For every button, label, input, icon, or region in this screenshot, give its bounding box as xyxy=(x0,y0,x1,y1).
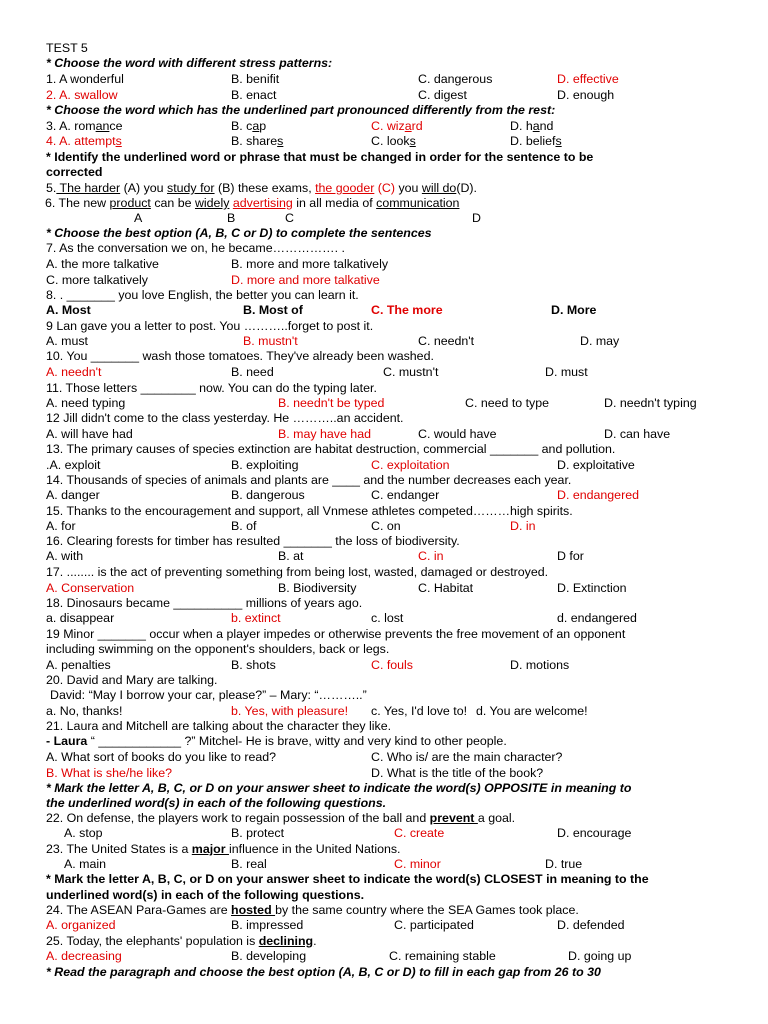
q22-option-c: C. create xyxy=(394,826,445,840)
q20-option-a: a. No, thanks! xyxy=(46,704,123,718)
q5-sentence xyxy=(46,181,477,196)
text: 22. On defense, the players work to regain possession of the ball and xyxy=(46,811,430,825)
q20-question: 20. David and Mary are talking. xyxy=(46,673,218,687)
q1-option-b: B. benifit xyxy=(231,72,280,86)
q4-option-d xyxy=(510,134,562,149)
q6-letter-d: D xyxy=(472,211,481,225)
underlined-part: product xyxy=(109,196,151,210)
underlined-part: study for xyxy=(167,181,215,195)
option-text: A. Most xyxy=(46,303,91,317)
text: D. h xyxy=(510,119,533,133)
q25-option-b: B. developing xyxy=(231,949,307,963)
q1-option-d: D. effective xyxy=(557,72,619,86)
q11-option-d: D. needn't typing xyxy=(604,396,697,410)
q14-option-c: C. endanger xyxy=(371,488,440,502)
q18-option-b: b. extinct xyxy=(231,611,281,625)
q10-option-a: A. needn't xyxy=(46,365,102,379)
q21-option-a: A. What sort of books do you like to read? xyxy=(46,750,277,764)
section-heading-cont: underlined word(s) in each of the following questions. xyxy=(46,888,365,902)
q22-option-d: D. encourage xyxy=(557,826,632,840)
text: nd xyxy=(539,119,554,133)
q15-question: 15. Thanks to the encouragement and support, all Vnmese athletes competed………high spirits. xyxy=(46,504,573,518)
speaker: - Laura xyxy=(46,734,88,748)
q13-option-c: C. exploitation xyxy=(371,458,450,472)
text: a goal. xyxy=(477,811,516,825)
q19-question: 19 Minor _______ occur when a player impedes or otherwise prevents the free movement of an opponent xyxy=(46,627,626,641)
section-heading: * Mark the letter A, B, C, or D on your answer sheet to indicate the word(s) OPPOSITE in meaning to xyxy=(46,781,632,795)
q18-question: 18. Dinosaurs became __________ millions of years ago. xyxy=(46,596,363,610)
q20-dialogue: David: “May I borrow your car, please?” – Mary: “………..” xyxy=(50,688,367,702)
q1-option-c: C. dangerous xyxy=(418,72,493,86)
q23-option-b: B. real xyxy=(231,857,267,871)
q11-option-a: A. need typing xyxy=(46,396,126,410)
text: D. belief xyxy=(510,134,556,148)
q13-option-d: D. exploitative xyxy=(557,458,635,472)
text: by the same country where the SEA Games took place. xyxy=(275,903,579,917)
q22-question xyxy=(46,811,515,826)
q8-option-a xyxy=(46,303,91,318)
section-heading: * Choose the word which has the underlined part pronounced differently from the rest: xyxy=(46,103,556,117)
q23-option-c: C. minor xyxy=(394,857,441,871)
q11-question: 11. Those letters ________ now. You can do the typing later. xyxy=(46,381,377,395)
q24-option-a: A. organized xyxy=(46,918,116,932)
text: 3. A. rom xyxy=(46,119,96,133)
q9-option-c: C. needn't xyxy=(418,334,475,348)
underlined-part: a xyxy=(404,119,412,133)
q15-option-a: A. for xyxy=(46,519,76,533)
q23-option-a: A. main xyxy=(64,857,107,871)
q25-option-a: A. decreasing xyxy=(46,949,122,963)
q10-option-d: D. must xyxy=(545,365,588,379)
q2-option-a xyxy=(46,88,118,103)
q12-question: 12 Jill didn't come to the class yesterday. He ………..an accident. xyxy=(46,411,404,425)
q16-option-a: A. with xyxy=(46,549,84,563)
q21-question: 21. Laura and Mitchell are talking about the character they like. xyxy=(46,719,392,733)
q19-option-d: D. motions xyxy=(510,658,570,672)
section-heading: * Choose the best option (A, B, C or D) to complete the sentences xyxy=(46,226,432,240)
option-text: C. The more xyxy=(371,303,443,317)
q22-option-b: B. protect xyxy=(231,826,285,840)
q17-option-c: C. Habitat xyxy=(418,581,474,595)
section-heading-cont: the underlined word(s) in each of the following questions. xyxy=(46,796,387,810)
q13-question: 13. The primary causes of species extinction are habitat destruction, commercial _______ and pollution. xyxy=(46,442,616,456)
q16-option-c: C. in xyxy=(418,549,444,563)
q2-answer: 2. A. swallow xyxy=(46,88,118,102)
q7-option-b: B. more and more talkatively xyxy=(231,257,389,271)
text: rd xyxy=(411,119,423,133)
q4-option-b xyxy=(231,134,283,149)
q13-option-a: .A. exploit xyxy=(46,458,101,472)
q14-option-a: A. danger xyxy=(46,488,100,502)
text: 24. The ASEAN Para-Games are xyxy=(46,903,232,917)
q19-option-c: C. fouls xyxy=(371,658,414,672)
q13-option-b: B. exploiting xyxy=(231,458,299,472)
q25-option-c: C. remaining stable xyxy=(389,949,496,963)
q9-option-d: D. may xyxy=(580,334,620,348)
text: you xyxy=(395,181,422,195)
q19-option-b: B. shots xyxy=(231,658,276,672)
q10-option-b: B. need xyxy=(231,365,274,379)
q6-letter-b: B xyxy=(227,211,236,225)
underlined-part: widely xyxy=(194,196,230,210)
section-heading: * Mark the letter A, B, C, or D on your answer sheet to indicate the word(s) CLOSEST in meaning to the xyxy=(46,872,649,886)
q3-option-b xyxy=(231,119,266,134)
underlined-word: hosted xyxy=(231,903,276,917)
text: B. c xyxy=(231,119,253,133)
q2-option-d: D. enough xyxy=(557,88,615,102)
q21-dialogue xyxy=(46,734,507,749)
q12-option-a: A. will have had xyxy=(46,427,133,441)
text: (B) these exams, xyxy=(214,181,316,195)
text: ce xyxy=(109,119,123,133)
q16-option-b: B. at xyxy=(278,549,304,563)
underlined-part: communication xyxy=(376,196,460,210)
q18-option-c: c. lost xyxy=(371,611,404,625)
text: “ ____________ ?” Mitchel- He is brave, witty and very kind to other people. xyxy=(87,734,507,748)
text: 4. A. attempt xyxy=(46,134,116,148)
q4-option-a xyxy=(46,134,122,149)
q2-option-c: C. digest xyxy=(418,88,467,102)
q11-option-b: B. needn't be typed xyxy=(278,396,385,410)
q19-question-cont: including swimming on the opponent's shoulders, back or legs. xyxy=(46,642,390,656)
underlined-part: an xyxy=(95,119,110,133)
q18-option-a: a. disappear xyxy=(46,611,115,625)
underlined-part: The harder xyxy=(56,181,121,195)
option-text: B. Most of xyxy=(243,303,303,317)
q15-option-c: C. on xyxy=(371,519,401,533)
q19-option-a: A. penalties xyxy=(46,658,111,672)
answer-underlined-part: advertising xyxy=(232,196,293,210)
q8-option-c xyxy=(371,303,443,318)
q12-option-c: C. would have xyxy=(418,427,497,441)
underlined-part: a xyxy=(532,119,540,133)
q1-option-a: 1. A wonderful xyxy=(46,72,124,86)
section-heading-cont: corrected xyxy=(46,165,103,179)
q12-option-d: D. can have xyxy=(604,427,671,441)
q17-option-b: B. Biodiversity xyxy=(278,581,357,595)
q9-option-b: B. mustn't xyxy=(243,334,298,348)
text: C. look xyxy=(371,134,410,148)
q14-option-d: D. endangered xyxy=(557,488,639,502)
underlined-part: s xyxy=(555,134,562,148)
q25-option-d: D. going up xyxy=(568,949,632,963)
q2-option-b: B. enact xyxy=(231,88,277,102)
underlined-word: major xyxy=(191,842,229,856)
q3-option-d xyxy=(510,119,553,134)
q4-option-c xyxy=(371,134,416,149)
underlined-part: s xyxy=(409,134,416,148)
test-title: TEST 5 xyxy=(46,41,88,55)
q16-option-d: D for xyxy=(557,549,584,563)
q17-option-d: D. Extinction xyxy=(557,581,627,595)
q17-option-a: A. Conservation xyxy=(46,581,135,595)
q7-option-a: A. the more talkative xyxy=(46,257,159,271)
q18-option-d: d. endangered xyxy=(557,611,637,625)
text: (A) you xyxy=(120,181,168,195)
q24-option-c: C. participated xyxy=(394,918,474,932)
q7-option-d: D. more and more talkative xyxy=(231,273,380,287)
answer-letter: (C) xyxy=(374,181,395,195)
text: 5. xyxy=(46,181,57,195)
q22-option-a: A. stop xyxy=(64,826,103,840)
q3-option-a xyxy=(46,119,122,134)
answer-underlined-part: the gooder xyxy=(315,181,375,195)
underlined-part: s xyxy=(115,134,122,148)
text: (D). xyxy=(456,181,477,195)
q24-option-b: B. impressed xyxy=(231,918,304,932)
q25-question xyxy=(46,934,317,949)
q7-question: 7. As the conversation we on, he became……………. . xyxy=(46,241,345,255)
q8-option-b xyxy=(243,303,303,318)
q3-option-c xyxy=(371,119,423,134)
text: . xyxy=(313,934,317,948)
text: B. share xyxy=(231,134,278,148)
text: in all media of xyxy=(292,196,377,210)
q20-option-b: b. Yes, with pleasure! xyxy=(231,704,349,718)
section-heading: * Choose the word with different stress patterns: xyxy=(46,56,333,70)
q24-option-d: D. defended xyxy=(557,918,625,932)
underlined-part: a xyxy=(252,119,260,133)
underlined-word: declining xyxy=(258,934,314,948)
q20-option-c: c. Yes, I'd love to! xyxy=(371,704,468,718)
q10-option-c: C. mustn't xyxy=(383,365,439,379)
q8-question: 8. . _______ you love English, the better you can learn it. xyxy=(46,288,359,302)
section-heading: * Read the paragraph and choose the best option (A, B, C or D) to fill in each gap from 26 to 30 xyxy=(46,965,601,979)
q8-option-d xyxy=(551,303,596,318)
option-text: D. More xyxy=(551,303,597,317)
q23-question xyxy=(46,842,401,857)
q20-option-d: d. You are welcome! xyxy=(476,704,588,718)
text: C. wiz xyxy=(371,119,405,133)
text: influence in the United Nations. xyxy=(228,842,401,856)
underlined-part: will do xyxy=(421,181,457,195)
q15-option-b: B. of xyxy=(231,519,257,533)
q6-letter-a: A xyxy=(134,211,143,225)
text: p xyxy=(259,119,267,133)
q14-question: 14. Thousands of species of animals and plants are ____ and the number decreases each year. xyxy=(46,473,572,487)
q14-option-b: B. dangerous xyxy=(231,488,305,502)
text: 6. The new xyxy=(45,196,110,210)
q7-option-c: C. more talkatively xyxy=(46,273,148,287)
q24-question xyxy=(46,903,579,918)
q17-question: 17. ........ is the act of preventing something from being lost, wasted, damaged or destroyed. xyxy=(46,565,549,579)
q21-option-d: D. What is the title of the book? xyxy=(371,766,544,780)
q15-option-d: D. in xyxy=(510,519,536,533)
underlined-word: prevent xyxy=(429,811,478,825)
q9-option-a: A. must xyxy=(46,334,88,348)
q16-question: 16. Clearing forests for timber has resulted _______ the loss of biodiversity. xyxy=(46,534,460,548)
q11-option-c: C. need to type xyxy=(465,396,550,410)
q6-sentence xyxy=(45,196,459,211)
underlined-part: s xyxy=(277,134,284,148)
q21-option-c: C. Who is/ are the main character? xyxy=(371,750,563,764)
q6-letter-c: C xyxy=(285,211,294,225)
text: can be xyxy=(150,196,195,210)
text: 23. The United States is a xyxy=(46,842,192,856)
q21-option-b: B. What is she/he like? xyxy=(46,766,173,780)
text: 25. Today, the elephants' population is xyxy=(46,934,259,948)
q10-question: 10. You _______ wash those tomatoes. They've already been washed. xyxy=(46,349,434,363)
q23-option-d: D. true xyxy=(545,857,583,871)
q9-question: 9 Lan gave you a letter to post. You ………..forget to post it. xyxy=(46,319,374,333)
q12-option-b: B. may have had xyxy=(278,427,371,441)
section-heading: * Identify the underlined word or phrase that must be changed in order for the sentence to be xyxy=(46,150,594,164)
